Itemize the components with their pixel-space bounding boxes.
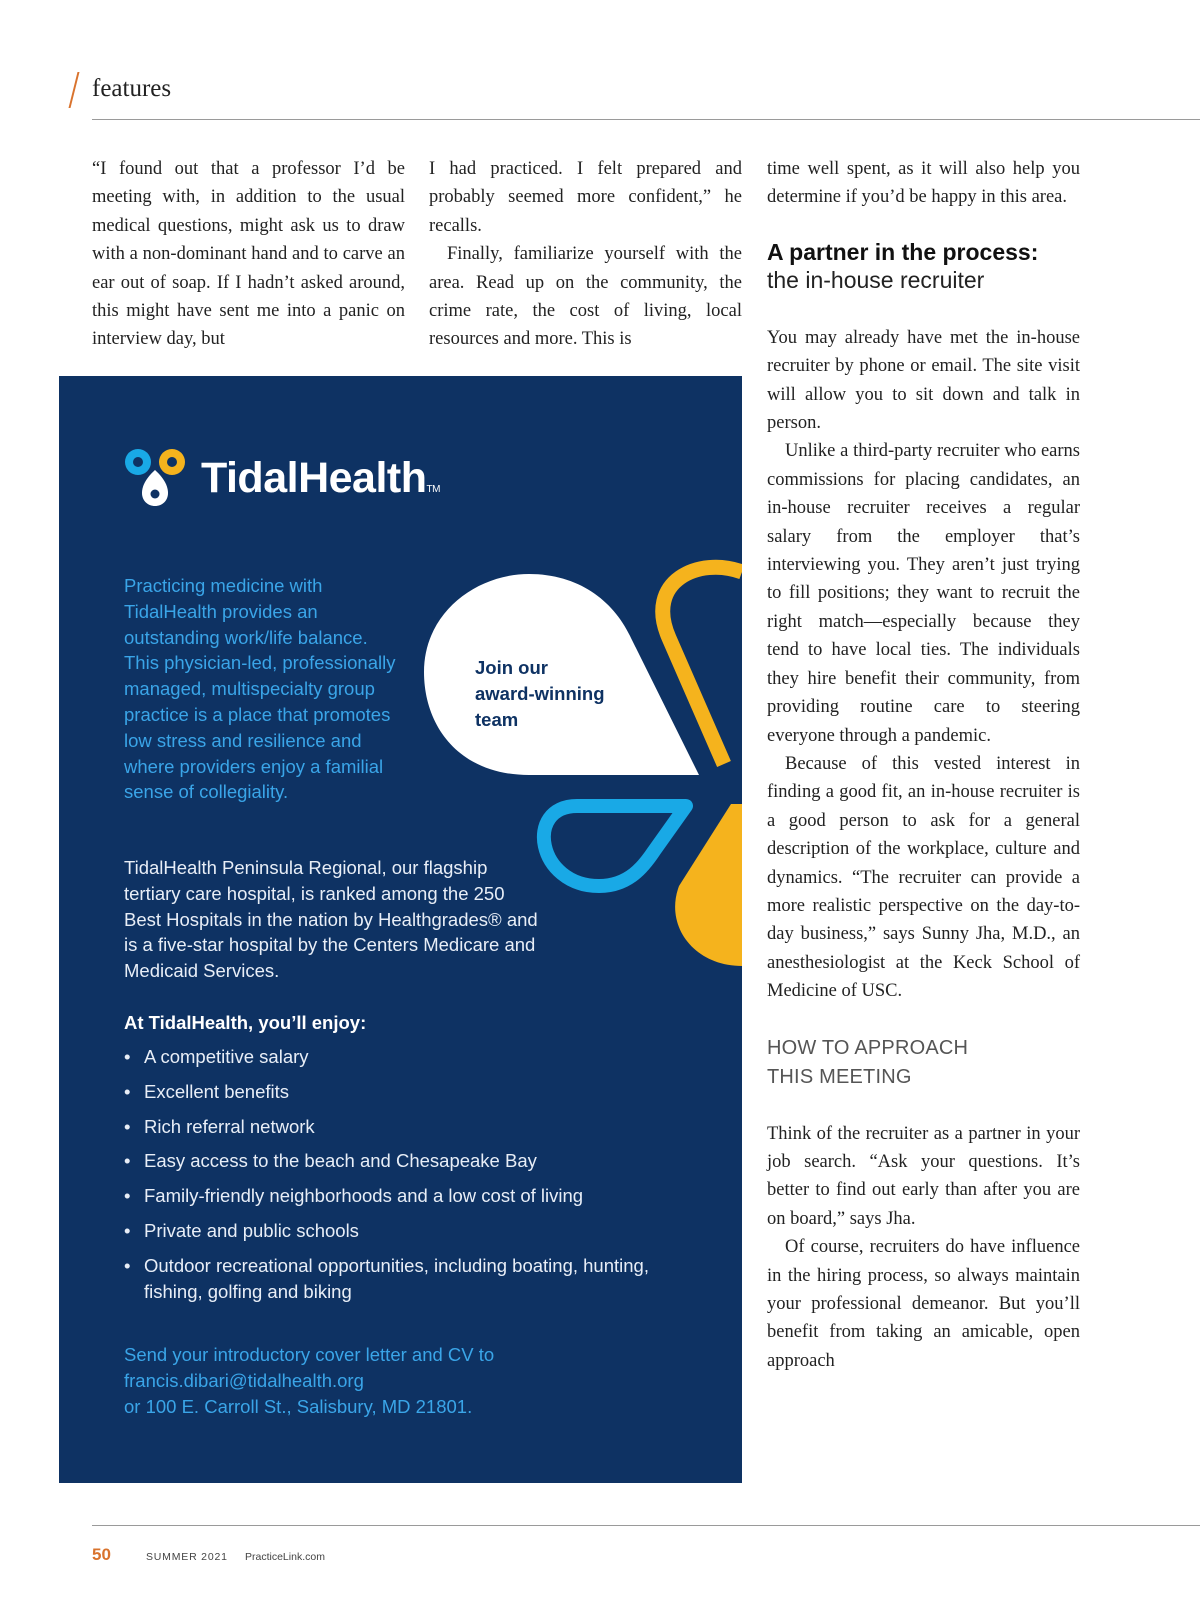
article-paragraph: Think of the recruiter as a partner in your job search. “Ask your questions. It’s better to find out early than after you are on board,” says Jha. [767, 1123, 1080, 1229]
footer-rule [92, 1525, 1200, 1526]
article-paragraph: Because of this vested interest in finding a good fit, an in-house recruiter is a good person to ask for a general description of the workplace, culture and dynamics. “The recruiter can provide a more realistic perspective on the day-to-day business,” says Sunny Jha, M.D., an anesthesiologist at the Keck School of Medicine of USC. [767, 753, 1080, 1002]
header-rule [92, 119, 1200, 120]
article-paragraph: “I found out that a professor I’d be meeting with, in addition to the usual medical questions, might ask us to draw with a non-dominant hand and to carve an ear out of soap. If I hadn’t asked around, this might have sent me into a panic on interview day, but [92, 159, 405, 350]
section-slash-mark [69, 72, 80, 108]
article-column-1 [92, 155, 405, 354]
benefit-item: • A competitive salary [124, 1044, 684, 1070]
benefit-item: • Easy access to the beach and Chesapeake Bay [124, 1148, 684, 1174]
benefit-item: • Private and public schools [124, 1218, 684, 1244]
contact-email-link[interactable]: francis.dibari@tidalhealth.org [124, 1369, 364, 1391]
ad-benefits-title: At TidalHealth, you’ll enjoy: [124, 1012, 367, 1033]
bubble-line: team [475, 708, 519, 730]
blue-outline-droplet [544, 806, 686, 886]
section-heading-line: THIS MEETING [767, 1065, 912, 1088]
subhead-title: A partner in the process: [767, 238, 1039, 265]
bullet-icon: • [124, 1254, 131, 1276]
article-column-3 [767, 155, 1080, 1375]
trademark-symbol: TM [426, 484, 440, 495]
bullet-icon: • [124, 1219, 131, 1241]
tidalhealth-advertisement [59, 376, 742, 1483]
contact-address: or 100 E. Carroll St., Salisbury, MD 21801. [124, 1395, 473, 1417]
section-heading [767, 1034, 1080, 1092]
ad-intro-text: Practicing medicine with TidalHealth provides an outstanding work/life balance. This physician-led, professionally managed, multispecialty group practice is a place that promotes low stress and resilience and where providers enjoy a familial sense of collegiality. [124, 575, 396, 803]
bullet-icon: • [124, 1150, 131, 1172]
bubble-line: Join our [475, 657, 548, 678]
article-paragraph: time well spent, as it will also help you determine if you’d be happy in this area. [767, 159, 1080, 208]
article-paragraph: I had practiced. I felt prepared and probably seemed more confident,” he recalls. [429, 159, 742, 236]
article-paragraph: Unlike a third-party recruiter who earns commissions for placing candidates, an in-house recruiter receives a regular salary from the employer that’s interviewing you. They aren’t just trying to fill positions; they want to recruit the right match—especially because they tend to have local ties. The individuals they hire benefit their community, from providing routine care to steering everyone through a pandemic. [767, 441, 1080, 746]
bubble-line: award-winning [475, 682, 605, 704]
article-column-2 [429, 155, 742, 354]
benefit-item: • Outdoor recreational opportunities, including boating, hunting, fishing, golfing and biking [124, 1254, 649, 1302]
subhead-subtitle: the in-house recruiter [767, 266, 985, 293]
tidalhealth-wordmark [201, 454, 440, 503]
ad-benefits-list [124, 1044, 684, 1313]
article-paragraph: Of course, recruiters do have influence in the hiring process, so always maintain your professional demeanor. But you’ll benefit from taking an amicable, open approach [767, 1237, 1080, 1371]
section-heading-line: HOW TO APPROACH [767, 1036, 969, 1059]
yellow-filled-droplet [675, 804, 742, 966]
article-paragraph: Finally, familiarize yourself with the area. Read up on the community, the crime rate, the cost of living, local resources and more. This is [429, 244, 742, 350]
article-paragraph: You may already have met the in-house recruiter by phone or email. The site visit will allow you to sit down and talk in person. [767, 327, 1080, 434]
section-label: features [92, 75, 172, 102]
contact-line: Send your introductory cover letter and CV to [124, 1344, 495, 1365]
bullet-icon: • [124, 1185, 131, 1207]
ad-bubble-callout [475, 655, 635, 732]
bullet-icon: • [124, 1046, 131, 1067]
bullet-icon: • [124, 1080, 131, 1102]
benefit-item: • Rich referral network [124, 1114, 684, 1140]
site-link[interactable]: PracticeLink.com [245, 1551, 325, 1563]
benefit-item: • Family-friendly neighborhoods and a low cost of living [124, 1183, 684, 1209]
brand-name: TidalHealth [201, 454, 427, 502]
benefit-item: • Excellent benefits [124, 1079, 684, 1105]
ad-hospital-paragraph: TidalHealth Peninsula Regional, our flagship tertiary care hospital, is ranked among the 250 Best Hospitals in the nation by Healthgrades® and is a five-star hospital by the Centers Medicare and Medicaid Services. [124, 857, 538, 982]
bullet-icon: • [124, 1115, 131, 1137]
issue-label: SUMMER 2021 [146, 1551, 228, 1563]
page-number: 50 [92, 1545, 111, 1564]
ad-contact-block [124, 1342, 684, 1419]
tidalhealth-logo-icon [122, 446, 188, 508]
